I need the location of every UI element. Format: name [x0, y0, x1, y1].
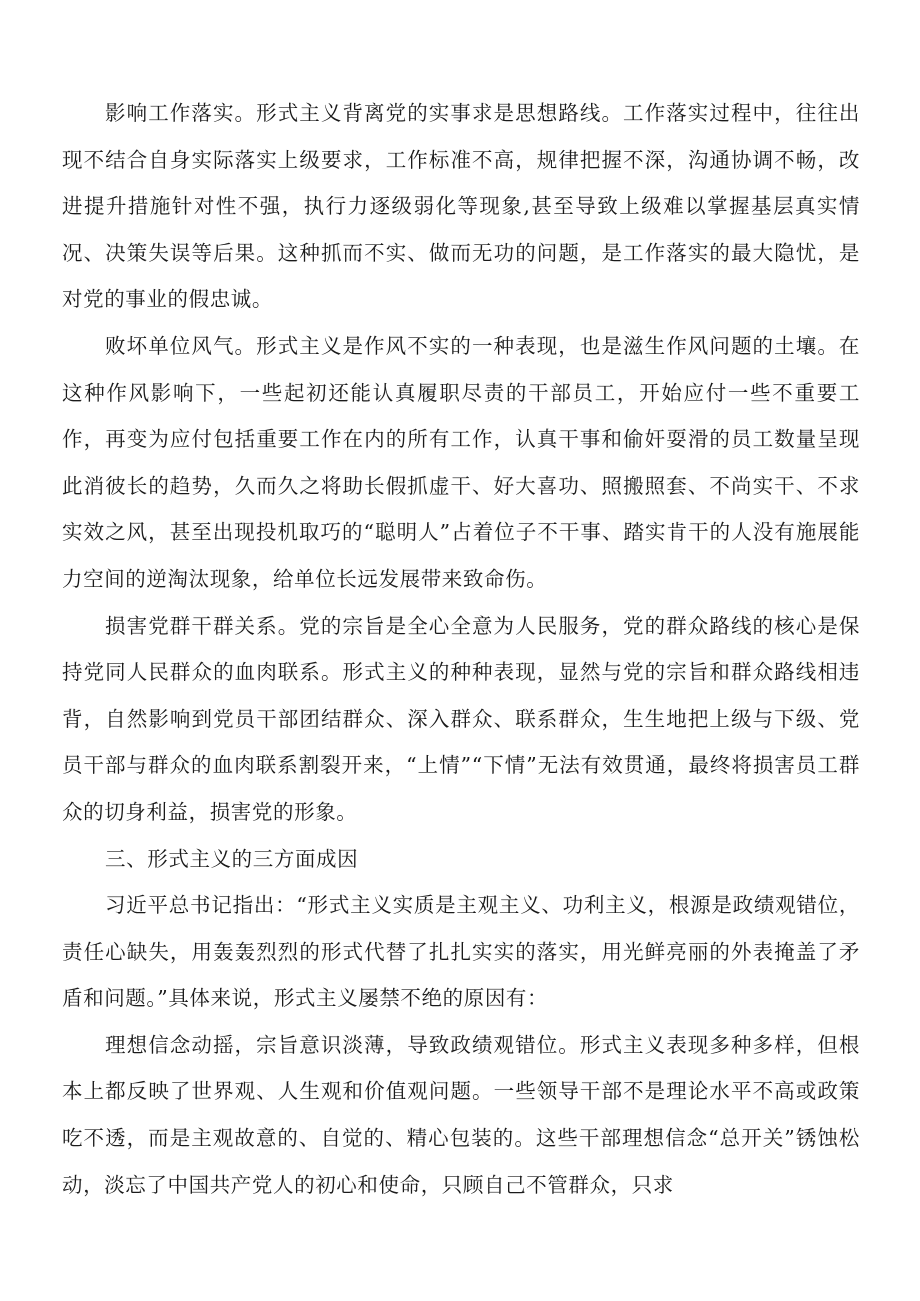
paragraph-ideals-beliefs: 理想信念动摇，宗旨意识淡薄，导致政绩观错位。形式主义表现多种多样，但根本上都反映了世界观、人生观和价值观问题。一些领导干部不是理论水平不高或政策吃不透，而是主观故意的、自觉的、精心包装的。这些干部理想信念“总开关”锈蚀松动，淡忘了中国共产党人的初心和使命，只顾自己不管群众，只求: [62, 1032, 860, 1197]
paragraph-party-mass-relations: 损害党群干群关系。党的宗旨是全心全意为人民服务，党的群众路线的核心是保持党同人民群众的血肉联系。形式主义的种种表现，显然与党的宗旨和群众路线相违背，自然影响到党员干部团结群众、深入群众、联系群众，生生地把上级与下级、党员干部与群众的血肉联系割裂开来，“上情”“下情”无法有效贯通，最终将损害员工群众的切身利益，损害党的形象。: [62, 613, 860, 824]
paragraph-work-implementation: 影响工作落实。形式主义背离党的实事求是思想路线。工作落实过程中，往往出现不结合自身实际落实上级要求，工作标准不高，规律把握不深，沟通协调不畅，改进提升措施针对性不强，执行力逐级弱化等现象,甚至导致上级难以掌握基层真实情况、决策失误等后果。这种抓而不实、做而无功的问题，是工作落实的最大隐忧，是对党的事业的假忠诚。: [62, 101, 860, 312]
document-page: [62, 90, 860, 1208]
paragraph-unit-atmosphere: 败坏单位风气。形式主义是作风不实的一种表现，也是滋生作风问题的土壤。在这种作风影响下，一些起初还能认真履职尽责的干部员工，开始应付一些不重要工作，再变为应付包括重要工作在内的所有工作，认真干事和偷奸耍滑的员工数量呈现此消彼长的趋势，久而久之将助长假抓虚干、好大喜功、照搬照套、不尚实干、不求实效之风，甚至出现投机取巧的“聪明人”占着位子不干事、踏实肯干的人没有施展能力空间的逆淘汰现象，给单位长远发展带来致命伤。: [62, 333, 860, 591]
paragraph-quote: 习近平总书记指出：“形式主义实质是主观主义、功利主义，根源是政绩观错位，责任心缺失，用轰轰烈烈的形式代替了扎扎实实的落实，用光鲜亮丽的外表掩盖了矛盾和问题。”具体来说，形式主义屡禁不绝的原因有：: [62, 893, 860, 1011]
section-heading-causes: 三、形式主义的三方面成因: [105, 846, 359, 871]
